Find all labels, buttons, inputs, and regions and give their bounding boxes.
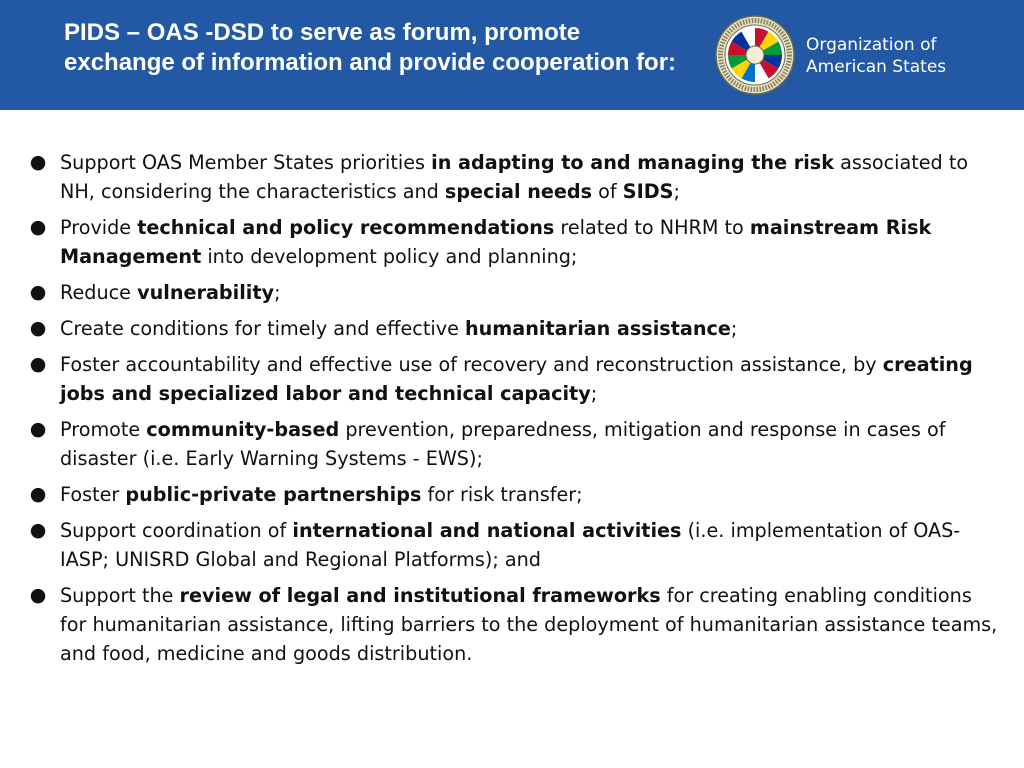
list-item bbox=[28, 480, 1000, 509]
bold-text-run: community-based bbox=[146, 418, 340, 441]
text-run: Provide bbox=[60, 216, 138, 239]
bullet-icon: ● bbox=[29, 353, 47, 375]
list-item bbox=[28, 415, 1000, 473]
bullet-icon: ● bbox=[29, 418, 47, 440]
text-run: Support the bbox=[60, 584, 180, 607]
list-item bbox=[28, 314, 1000, 343]
bullet-icon: ● bbox=[29, 281, 47, 303]
text-run: related to NHRM to bbox=[554, 216, 750, 239]
text-run: prevention, preparedness, mitigation and response in cases of disaster (i.e. Early Warning Systems - EWS); bbox=[60, 418, 946, 470]
bullet-icon: ● bbox=[29, 216, 47, 238]
bullet-icon: ● bbox=[29, 151, 47, 173]
list-item bbox=[28, 581, 1000, 668]
text-run: Create conditions for timely and effective bbox=[60, 317, 465, 340]
bold-text-run: SIDS bbox=[622, 180, 674, 203]
text-run: ; bbox=[590, 382, 598, 405]
bullet-icon: ● bbox=[29, 519, 47, 541]
header-bar bbox=[0, 0, 1024, 110]
list-item bbox=[28, 350, 1000, 408]
organization-name bbox=[806, 34, 946, 78]
oas-seal-icon bbox=[715, 15, 795, 95]
text-run: ; bbox=[274, 281, 281, 304]
bullet-list bbox=[28, 148, 1000, 675]
list-item bbox=[28, 278, 1000, 307]
text-run: of bbox=[592, 180, 623, 203]
bullet-icon: ● bbox=[29, 483, 47, 505]
list-item bbox=[28, 213, 1000, 271]
bold-text-run: public-private partnerships bbox=[125, 483, 422, 506]
bold-text-run: creating jobs and specialized labor and technical capacity bbox=[60, 353, 973, 405]
text-run: associated to NH, considering the characteristics and bbox=[60, 151, 969, 203]
bold-text-run: international and national activities bbox=[292, 519, 682, 542]
bold-text-run: special needs bbox=[444, 180, 593, 203]
text-run: for risk transfer; bbox=[421, 483, 583, 506]
text-run: into development policy and planning; bbox=[201, 245, 578, 268]
list-item bbox=[28, 516, 1000, 574]
text-run: Support coordination of bbox=[60, 519, 293, 542]
bold-text-run: in adapting to and managing the risk bbox=[431, 151, 834, 174]
text-run: ; bbox=[673, 180, 680, 203]
org-name-line-1: Organization of bbox=[806, 35, 937, 55]
bold-text-run: vulnerability bbox=[137, 281, 275, 304]
list-item bbox=[28, 148, 1000, 206]
text-run: Support OAS Member States priorities bbox=[60, 151, 432, 174]
bold-text-run: mainstream Risk Management bbox=[60, 216, 932, 268]
text-run: for creating enabling conditions for humanitarian assistance, lifting barriers to the deployment of humanitarian assistance teams, and food, medicine and goods distribution. bbox=[60, 584, 998, 665]
text-run: Foster accountability and effective use of recovery and reconstruction assistance, by bbox=[60, 353, 883, 376]
text-run: (i.e. implementation of OAS-IASP; UNISRD Global and Regional Platforms); and bbox=[60, 519, 961, 571]
bullet-icon: ● bbox=[29, 584, 47, 606]
text-run: Reduce bbox=[60, 281, 138, 304]
bullet-icon: ● bbox=[29, 317, 47, 339]
bold-text-run: technical and policy recommendations bbox=[137, 216, 555, 239]
text-run: ; bbox=[730, 317, 738, 340]
bold-text-run: humanitarian assistance bbox=[464, 317, 731, 340]
text-run: Promote bbox=[60, 418, 147, 441]
org-name-line-2: American States bbox=[806, 57, 947, 77]
text-run: Foster bbox=[60, 483, 126, 506]
slide-title: PIDS – OAS -DSD to serve as forum, promote exchange of information and provide cooperation for: bbox=[64, 19, 677, 76]
bold-text-run: review of legal and institutional frameworks bbox=[179, 584, 661, 607]
